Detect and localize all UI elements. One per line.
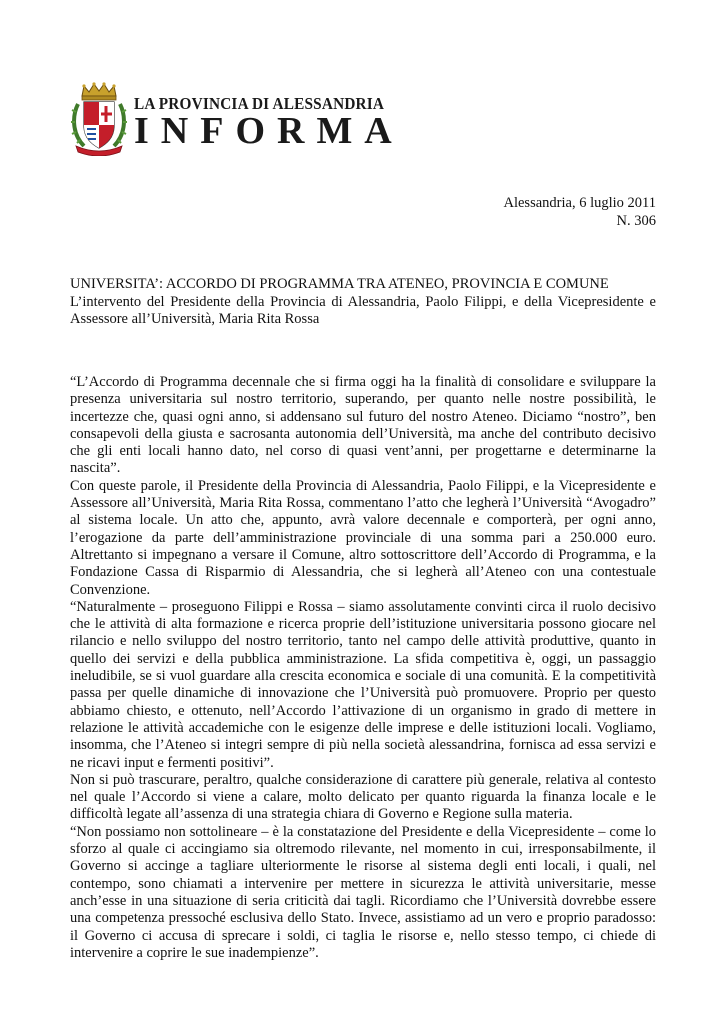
article-body (70, 374, 656, 962)
body-paragraph-5: “Non possiamo non sottolineare – è la constatazione del Presidente e della Vicepresidente – come lo sforzo al quale ci accingiamo sia oltremodo rilevante, nel momento in cui, irresponsabilmente, il Governo si accinge a tagliare ulteriormente le risorse al sistema degli enti locali, i quali, nel contempo, sono chiamati a intervenire per mettere in sicurezza le attività universitarie, messe anch’esse in una situazione di seria criticità dai tagli. Ricordiamo che l’Università dovrebbe essere una competenza pressoché esclusiva dello Stato. Invece, assistiamo ad un vero e proprio paradosso: il Governo ci accusa di sprecare i soldi, ci taglia le risorse e, nello stesso tempo, ci chiede di intervenire a coprire le sue inadempienze”. (70, 823, 656, 961)
date-number-block (504, 194, 657, 230)
subheadline: L’intervento del Presidente della Provincia di Alessandria, Paolo Filippi, e della Vicepresidente e Assessore all’Università, Maria Rita Rossa (70, 293, 656, 327)
body-paragraph-1: “L’Accordo di Programma decennale che si firma oggi ha la finalità di consolidare e sviluppare la presenza universitaria sul nostro territorio, superando, per quanto nelle nostre possibilità, le incertezze che, quasi ogni anno, si addensano sul futuro del nostro Ateneo. Diciamo “nostro”, ben consapevoli della giusta e sacrosanta autonomia dell’Università, ma anche del contributo decisivo che gli enti locali hanno dato, nel corso di quasi vent’anni, per progettarne e determinarne la nascita”. (70, 374, 656, 477)
provincial-crest-icon (70, 82, 128, 156)
body-paragraph-2: Con queste parole, il Presidente della Provincia di Alessandria, Paolo Filippi, e la Vicepresidente e Assessore all’Università, Maria Rita Rossa, commentano l’atto che legherà l’Università “Avogadro” al sistema locale. Un atto che, appunto, avrà valore decennale e comporterà, per ogni anno, l’erogazione da parte dell’amministrazione provinciale di una somma pari a 250.000 euro. Altrettanto si impegnano a versare il Comune, altro sottoscrittore dell’Accordo di Programma, e la Fondazione Cassa di Risparmio di Alessandria, che si legherà all’Ateneo con una contestuale Convenzione. (70, 477, 656, 598)
header-logo (70, 82, 404, 156)
press-release-date: Alessandria, 6 luglio 2011 (503, 195, 656, 211)
brand-subtitle: INFORMA (134, 110, 404, 152)
body-paragraph-3: “Naturalmente – proseguono Filippi e Rossa – siamo assolutamente convinti circa il ruolo decisivo che le attività di alta formazione e ricerca proprie dell’istituzione universitaria possono giocare nel rilancio e nello sviluppo del nostro territorio, tanto nel campo delle attività produttive, quanto in quello dei servizi e della pubblica amministrazione. La sfida competitiva è, oggi, un passaggio ineludibile, se si vuol guardare alla crescita economica e sociale di una comunità. E la competitività passa per quelle dinamiche di innovazione che l’Università può promuovere. Proprio per questo abbiamo chiesto, e ottenuto, nell’Accordo l’attivazione di un organismo in grado di mettere in relazione le attività accademiche con le esigenze delle imprese e delle istituzioni locali. Vogliamo, insomma, che l’Ateneo si integri sempre di più nella società alessandrina, fornisca ad essa servizi e ne ricavi input e fermenti positivi”. (70, 598, 656, 771)
headline: UNIVERSITA’: ACCORDO DI PROGRAMMA TRA ATENEO, PROVINCIA E COMUNE (70, 276, 609, 292)
title-block (70, 276, 656, 329)
body-paragraph-4: Non si può trascurare, peraltro, qualche considerazione di carattere più generale, relativa al contesto nel quale l’Accordo si viene a calare, molto delicato per quanto riguarda la finanza locale e le difficoltà legate all’assenza di una strategia chiara di Governo e Regione sulla materia. (70, 771, 656, 823)
press-release-number: N. 306 (616, 213, 656, 229)
brand-title: LA PROVINCIA DI ALESSANDRIA (134, 94, 385, 113)
